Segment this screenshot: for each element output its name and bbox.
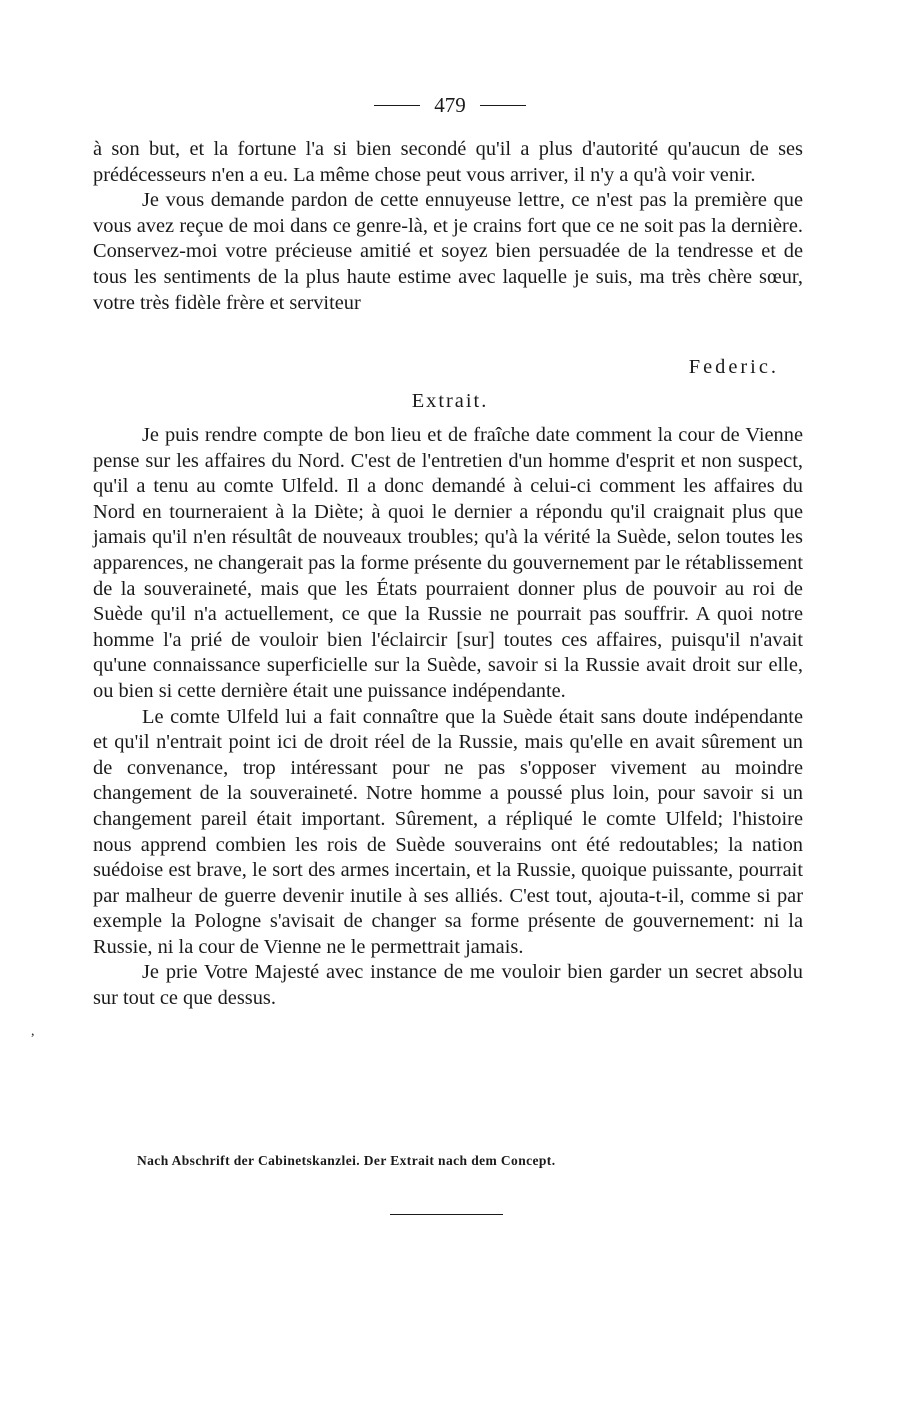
bottom-rule xyxy=(390,1214,503,1215)
header-rule-left xyxy=(374,105,420,106)
margin-mark: , xyxy=(31,1024,35,1039)
signature: Federic. xyxy=(688,356,779,378)
letter-paragraph-2: Je vous demande pardon de cette ennuyeuse lettre, ce n'est pas la première que vous avez reçue de moi dans ce genre-là, et je crains fort que ce ne soit pas la dernière. Conservez-moi votre précieuse amitié et soyez bien persuadée de la tendresse et de tous les sentiments de la plus haute estime avec laquelle je suis, ma très chère sœur, votre très fidèle frère et serviteur xyxy=(93,189,803,314)
extrait-paragraph-3: Je prie Votre Majesté avec instance de me vouloir bien garder un secret absolu sur tout ce que dessus. xyxy=(93,961,803,1010)
letter-paragraph-1: à son but, et la fortune l'a si bien secondé qu'il a plus d'autorité qu'aucun de ses prédécesseurs n'en a eu. La même chose peut vous arriver, il n'y a qu'à voir venir. xyxy=(93,138,803,186)
letter-body xyxy=(93,137,803,316)
section-title: Extrait. xyxy=(411,390,489,412)
source-note: Nach Abschrift der Cabinetskanzlei. Der Extrait nach dem Concept. xyxy=(137,1153,556,1168)
extrait-body xyxy=(93,423,803,1012)
page-number: 479 xyxy=(434,92,466,117)
extrait-paragraph-2: Le comte Ulfeld lui a fait connaître que la Suède était sans doute indépendante et qu'il n'entrait point ici de droit réel de la Russie, mais qu'elle en avait sûrement un de convenance, trop intéressant pour ne pas s'opposer vivement au moindre changement de la souveraineté. Notre homme a poussé plus loin, pour savoir si un changement pareil était important. Sûrement, a répliqué le comte Ulfeld; l'histoire nous apprend combien les rois de Suède souverains ont été redoutables; la nation suédoise est brave, le sort des armes incertain, et la Russie, quoique puissante, pourrait par malheur de guerre devenir inutile à ses alliés. C'est tout, ajouta-t-il, comme si par exemple la Pologne s'avisait de changer sa forme présente de gouvernement: ni la Russie, ni la cour de Vienne ne le permettrait jamais. xyxy=(93,705,803,958)
header-rule-right xyxy=(480,105,526,106)
extrait-paragraph-1: Je puis rendre compte de bon lieu et de fraîche date comment la cour de Vienne pense sur les affaires du Nord. C'est de l'entretien d'un homme d'esprit et non suspect, qu'il a tenu au comte Ulfeld. Il a donc demandé à celui-ci comment les affaires du Nord en tourneraient à la Diète; à quoi le dernier a répondu qu'il craignait plus que jamais qu'il n'en résultât de nouveaux troubles; qu'à la vérité la Suède, selon toutes les apparences, ne changerait pas la forme présente du gouvernement par le rétablissement de la souveraineté, mais que les États pourraient donner plus de pouvoir au roi de Suède qu'il n'a actuellement, ce que la Russie ne pourrait pas souffrir. A quoi notre homme l'a prié de vouloir bien l'éclaircir [sur] toutes ces affaires, puisqu'il n'avait qu'une connaissance superficielle sur la Suède, savoir si la Russie avait droit sur elle, ou bien si cette dernière était une puissance indépendante. xyxy=(93,424,803,702)
page-header xyxy=(0,90,900,120)
